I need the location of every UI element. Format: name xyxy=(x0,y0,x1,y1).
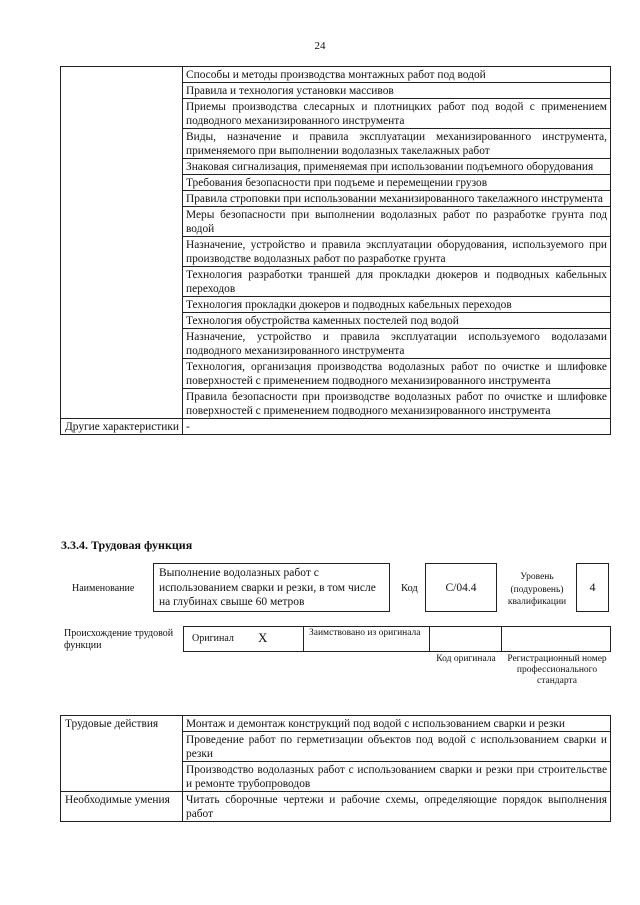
other-characteristics-value: - xyxy=(183,419,611,435)
original-mark: X xyxy=(258,630,268,645)
page-number: 24 xyxy=(314,40,326,52)
original-cell xyxy=(184,627,304,651)
code-label: Код xyxy=(401,583,418,594)
knowledge-item: Приемы производства слесарных и плотницких работ под водой с применением подводного механизированного инструмента xyxy=(183,99,611,129)
section-title: 3.3.4. Трудовая функция xyxy=(61,538,193,552)
knowledge-item: Технология, организация производства водолазных работ по очистке и шлифовке поверхностей с применением подводного механизированного инструмента xyxy=(183,359,611,389)
labor-table xyxy=(60,715,611,822)
knowledge-item: Технология разработки траншей для прокладки дюкеров и подводных кабельных переходов xyxy=(183,267,611,297)
knowledge-item: Правила строповки при использовании механизированного такелажного инструмента xyxy=(183,191,611,207)
knowledge-item: Технология прокладки дюкеров и подводных кабельных переходов xyxy=(183,297,611,313)
knowledge-item: Правила и технология установки массивов xyxy=(183,83,611,99)
origin-label: Происхождение трудовой функции xyxy=(64,628,174,651)
labor-action-item: Производство водолазных работ с использованием сварки и резки при строительстве и ремонте трубопроводов xyxy=(183,762,611,792)
knowledge-item: Технология обустройства каменных постелей под водой xyxy=(183,313,611,329)
code-original-cell xyxy=(430,627,502,651)
reg-number-cell xyxy=(502,627,610,651)
labor-actions-label: Трудовые действия xyxy=(61,716,183,792)
knowledge-label-cell xyxy=(61,67,183,419)
level-label: Уровень (подуровень) квалификации xyxy=(507,572,567,607)
borrowed-cell xyxy=(304,627,430,651)
code-original-label: Код оригинала xyxy=(436,654,496,664)
knowledge-item: Назначение, устройство и правила эксплуатации используемого водолазами подводного механизированного инструмента xyxy=(183,329,611,359)
function-name-value: Выполнение водолазных работ с использованием сварки и резки, в том числе на глубинах свыше 60 метров xyxy=(153,563,390,612)
knowledge-item: Назначение, устройство и правила эксплуатации оборудования, используемого при производстве водолазных работ по разработке грунта xyxy=(183,237,611,267)
reg-number-label: Регистрационный номер профессионального стандарта xyxy=(507,654,607,686)
origin-row xyxy=(183,626,611,652)
name-label: Наименование xyxy=(72,583,135,594)
labor-action-item: Монтаж и демонтаж конструкций под водой с использованием сварки и резки xyxy=(183,716,611,732)
knowledge-item: Меры безопасности при выполнении водолазных работ по разработке грунта под водой xyxy=(183,207,611,237)
original-label: Оригинал xyxy=(192,633,234,644)
borrowed-label: Заимствовано из оригинала xyxy=(309,628,421,638)
knowledge-item: Знаковая сигнализация, применяемая при использовании подъемного оборудования xyxy=(183,159,611,175)
skill-item: Читать сборочные чертежи и рабочие схемы, определяющие порядок выполнения работ xyxy=(183,792,611,822)
level-value: 4 xyxy=(576,563,609,612)
knowledge-item: Правила безопасности при производстве водолазных работ по очистке и шлифовке поверхностей с применением подводного механизированного инструмента xyxy=(183,389,611,419)
labor-action-item: Проведение работ по герметизации объектов под водой с использованием сварки и резки xyxy=(183,732,611,762)
knowledge-item: Требования безопасности при подъеме и перемещении грузов xyxy=(183,175,611,191)
skills-label: Необходимые умения xyxy=(61,792,183,822)
knowledge-item: Способы и методы производства монтажных работ под водой xyxy=(183,67,611,83)
knowledge-item: Виды, назначение и правила эксплуатации механизированного инструмента, применяемого при выполнении водолазных такелажных работ xyxy=(183,129,611,159)
knowledge-table xyxy=(60,66,611,435)
function-code-value: C/04.4 xyxy=(425,563,497,612)
other-characteristics-label: Другие характеристики xyxy=(61,419,183,435)
